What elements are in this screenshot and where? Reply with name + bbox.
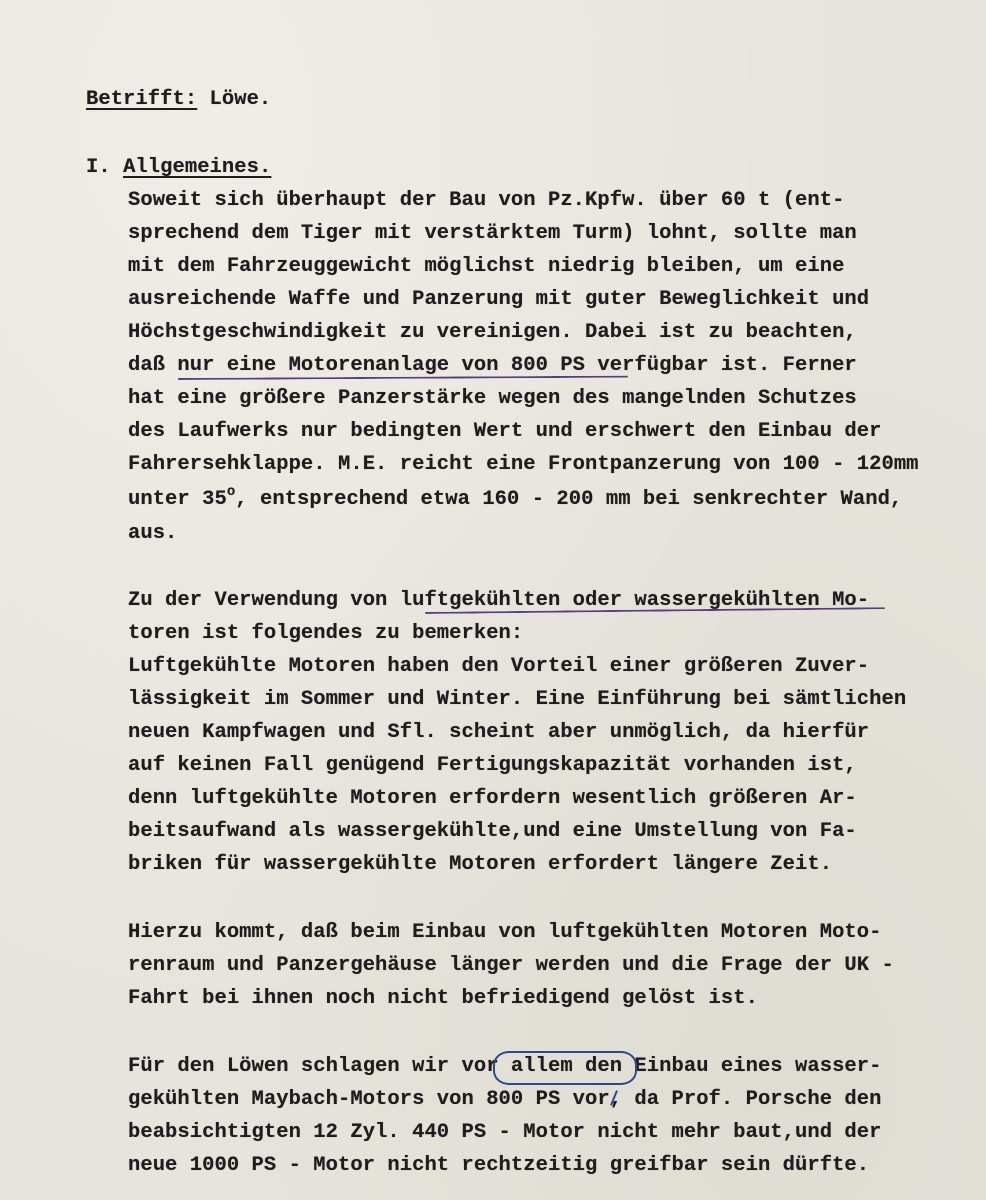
para1-line5: Höchstgeschwindigkeit zu vereinigen. Dabei ist zu beachten, bbox=[128, 321, 857, 344]
para2-line2: toren ist folgendes zu bemerken: bbox=[128, 622, 524, 645]
degree-sign: o bbox=[226, 484, 236, 500]
para1-line9: Fahrersehklappe. M.E. reicht eine Frontpanzerung von 100 - 120mm bbox=[128, 453, 919, 476]
para1-line3: mit dem Fahrzeuggewicht möglichst niedrig bleiben, um eine bbox=[128, 255, 845, 278]
para3-line2: renraum und Panzergehäuse länger werden und die Frage der UK - bbox=[128, 954, 894, 977]
para2-line4: lässigkeit im Sommer und Winter. Eine Einführung bei sämtlichen bbox=[128, 688, 907, 711]
para4-line2: gekühlten Maybach-Motors von 800 PS vor, da Prof. Porsche den bbox=[128, 1088, 882, 1111]
para1-line10 bbox=[128, 484, 903, 513]
para1-line1: Soweit sich überhaupt der Bau von Pz.Kpfw. über 60 t (ent- bbox=[128, 189, 845, 212]
para2-line8: beitsaufwand als wassergekühlte,und eine Umstellung von Fa- bbox=[128, 820, 857, 843]
subject-line bbox=[86, 88, 271, 112]
para1-line10-start: unter 35 bbox=[128, 488, 227, 511]
section-heading bbox=[86, 156, 271, 180]
para4-line1: Für den Löwen schlagen wir vor allem den Einbau eines wasser- bbox=[128, 1055, 882, 1078]
para2-line1: Zu der Verwendung von luftgekühlten oder wassergekühlten Mo- bbox=[128, 589, 870, 612]
para2-line3: Luftgekühlte Motoren haben den Vorteil einer größeren Zuver- bbox=[128, 655, 870, 678]
para2-line9: briken für wassergekühlte Motoren erfordert längere Zeit. bbox=[128, 853, 833, 876]
para2-line6: auf keinen Fall genügend Fertigungskapazität vorhanden ist, bbox=[128, 754, 857, 777]
para1-line2: sprechend dem Tiger mit verstärktem Turm) lohnt, sollte man bbox=[128, 222, 857, 245]
para4-line3: beabsichtigten 12 Zyl. 440 PS - Motor nicht mehr baut,und der bbox=[128, 1121, 882, 1144]
para1-line10-end: , entsprechend etwa 160 - 200 mm bei senkrechter Wand, bbox=[235, 488, 903, 511]
para3-line1: Hierzu kommt, daß beim Einbau von luftgekühlten Motoren Moto- bbox=[128, 921, 882, 944]
para1-line8: des Laufwerks nur bedingten Wert und erschwert den Einbau der bbox=[128, 420, 882, 443]
subject-label: Betrifft: bbox=[86, 88, 198, 111]
subject-value: Löwe. bbox=[197, 88, 272, 111]
para3-line3: Fahrt bei ihnen noch nicht befriedigend gelöst ist. bbox=[128, 987, 758, 1010]
para1-line4: ausreichende Waffe und Panzerung mit guter Beweglichkeit und bbox=[128, 288, 870, 311]
para1-line6: daß nur eine Motorenanlage von 800 PS verfügbar ist. Ferner bbox=[128, 354, 857, 377]
para2-line7: denn luftgekühlte Motoren erfordern wesentlich größeren Ar- bbox=[128, 787, 857, 810]
para1-line7: hat eine größere Panzerstärke wegen des mangelnden Schutzes bbox=[128, 387, 857, 410]
ink-circle-vor-allem bbox=[493, 1051, 637, 1085]
para1-line11: aus. bbox=[128, 522, 178, 545]
para2-line5: neuen Kampfwagen und Sfl. scheint aber unmöglich, da hierfür bbox=[128, 721, 870, 744]
para4-line4: neue 1000 PS - Motor nicht rechtzeitig greifbar sein dürfte. bbox=[128, 1154, 870, 1177]
section-title: Allgemeines. bbox=[123, 156, 272, 179]
section-number: I. bbox=[86, 156, 111, 179]
